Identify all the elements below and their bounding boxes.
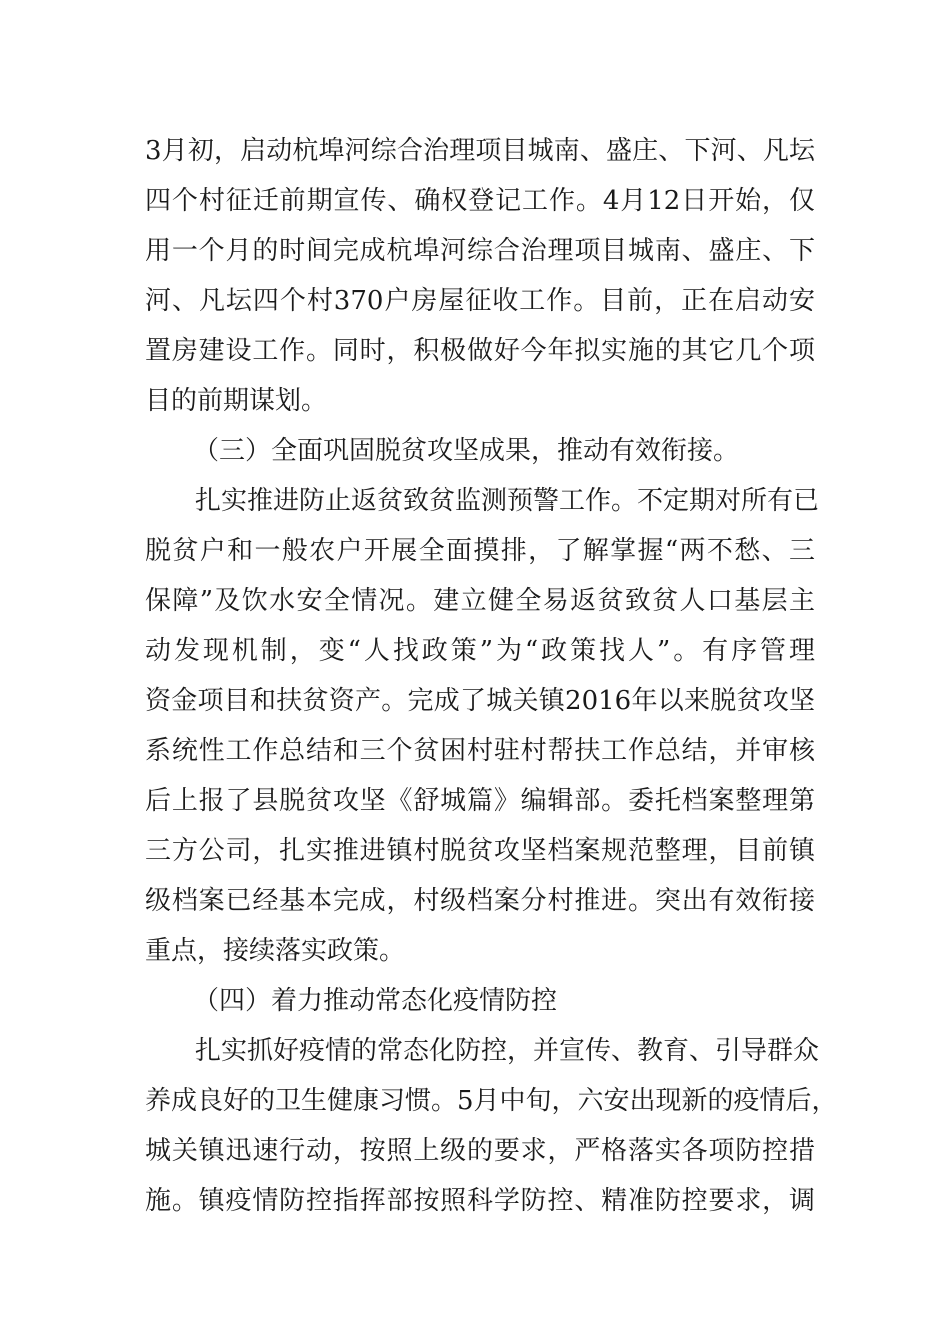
paragraph-line: 扎实抓好疫情的常态化防控，并宣传、教育、引导群众 [195,1036,820,1066]
section-heading-3: （三）全面巩固脱贫攻坚成果，推动有效衔接。 [193,436,740,466]
paragraph-line: 资金项目和扶贫资产。完成了城关镇2016年以来脱贫攻坚 [145,686,815,716]
paragraph-line: 扎实推进防止返贫致贫监测预警工作。不定期对所有已 [195,486,820,516]
paragraph-line: 四个村征迁前期宣传、确权登记工作。4月12日开始，仅 [145,186,815,216]
paragraph-line: 目的前期谋划。 [145,386,328,416]
paragraph-line: 脱贫户和一般农户开展全面摸排，了解掌握“两不愁、三 [145,536,815,566]
paragraph-line: 后上报了县脱贫攻坚《舒城篇》编辑部。委托档案整理第 [145,786,815,816]
paragraph-line: 动发现机制，变“人找政策”为“政策找人”。有序管理 [145,636,815,666]
paragraph-line: 养成良好的卫生健康习惯。5月中旬，六安出现新的疫情后， [145,1086,838,1116]
paragraph-line: 系统性工作总结和三个贫困村驻村帮扶工作总结，并审核 [145,736,815,766]
paragraph-line: 3月初，启动杭埠河综合治理项目城南、盛庄、下河、凡坛 [145,136,815,166]
paragraph-line: 施。镇疫情防控指挥部按照科学防控、精准防控要求，调 [145,1186,815,1216]
paragraph-line: 保障”及饮水安全情况。建立健全易返贫致贫人口基层主 [145,586,815,616]
paragraph-line: 三方公司，扎实推进镇村脱贫攻坚档案规范整理，目前镇 [145,836,815,866]
paragraph-line: 级档案已经基本完成，村级档案分村推进。突出有效衔接 [145,886,815,916]
paragraph-line: 河、凡坛四个村370户房屋征收工作。目前，正在启动安 [145,286,815,316]
paragraph-line: 用一个月的时间完成杭埠河综合治理项目城南、盛庄、下 [145,236,815,266]
section-heading-4: （四）着力推动常态化疫情防控 [193,986,558,1016]
paragraph-line: 城关镇迅速行动，按照上级的要求，严格落实各项防控措 [145,1136,815,1166]
paragraph-line: 重点，接续落实政策。 [145,936,406,966]
paragraph-line: 置房建设工作。同时，积极做好今年拟实施的其它几个项 [145,336,815,366]
